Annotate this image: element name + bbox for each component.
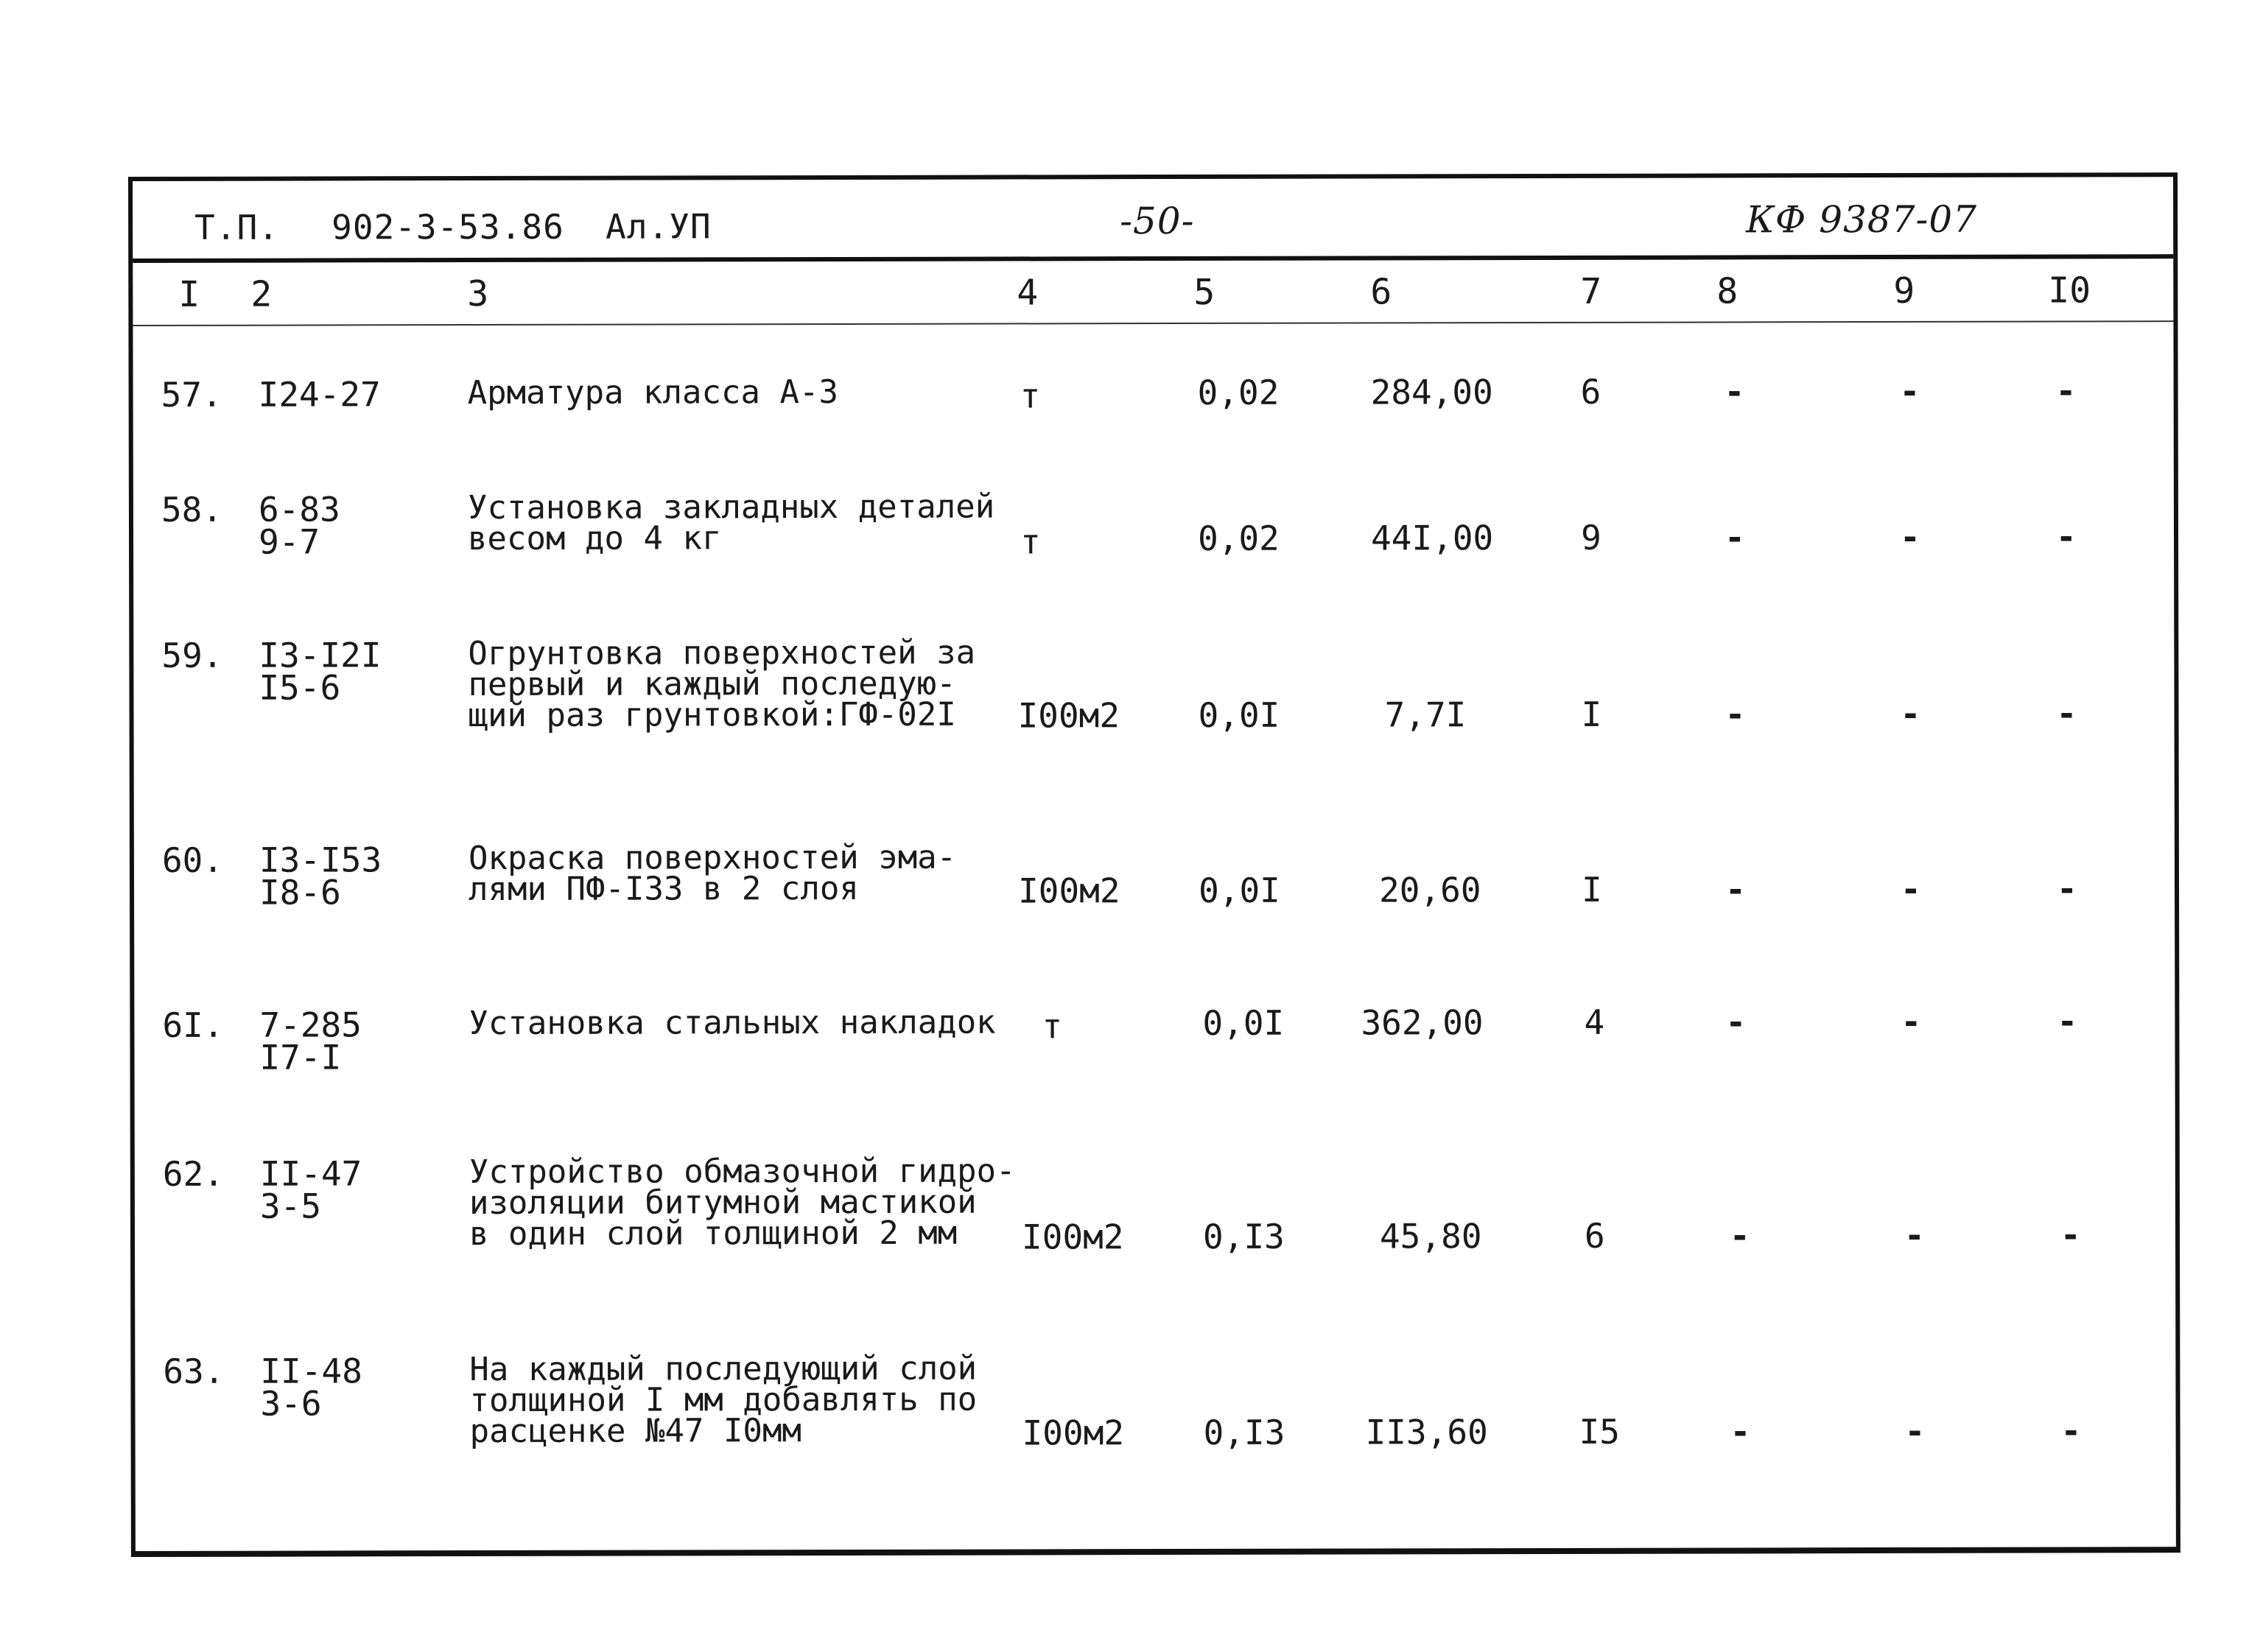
unit: I00м2 [1017, 871, 1120, 911]
column-8-value: - [1725, 1002, 1747, 1042]
rate-code: 6-83 9-7 [258, 489, 340, 562]
unit: т [1020, 376, 1041, 416]
row-number: 62. [162, 1153, 224, 1194]
column-8-value: - [1725, 694, 1746, 734]
row-number: 59. [161, 635, 223, 675]
col-head-2: 2 [250, 273, 273, 315]
quantity: 0,0I [1198, 870, 1280, 910]
quantity: 0,I3 [1203, 1412, 1285, 1452]
quantity: 0,0I [1202, 1002, 1285, 1043]
row-number: 57. [161, 374, 222, 415]
column-10-value: - [2060, 1410, 2082, 1451]
column-9-value: - [1904, 1410, 1926, 1451]
col-head-9: 9 [1893, 270, 1915, 312]
column-9-value: - [1901, 1001, 1922, 1041]
column-10-value: - [2056, 868, 2077, 909]
row-number: 6I. [162, 1005, 224, 1045]
col-head-7: 7 [1580, 270, 1602, 312]
column-10-value: - [2055, 516, 2077, 557]
rate-code: I24-27 [258, 374, 381, 415]
column-7-value: I [1581, 694, 1602, 734]
quantity: 0,0I [1198, 695, 1280, 735]
col-head-4: 4 [1017, 272, 1039, 314]
quantity: 0,02 [1197, 372, 1280, 412]
work-description: На каждый последующий слой толщиной I мм добавлять по расценке №47 I0мм [469, 1349, 978, 1451]
row-number: 63. [163, 1351, 225, 1391]
column-8-value: - [1725, 869, 1746, 910]
column-header-divider [133, 320, 2173, 326]
work-description: Установка стальных накладок [469, 1003, 996, 1043]
column-7-value: 6 [1580, 371, 1601, 412]
work-description: Устройство обмазочной гидро- изоляции битумной мастикой в один слой толщиной 2 мм [469, 1152, 1016, 1254]
column-8-value: - [1724, 517, 1745, 558]
column-7-value: I [1581, 869, 1602, 910]
unit: I00м2 [1022, 1413, 1125, 1453]
quantity: 0,I3 [1202, 1216, 1285, 1256]
column-7-value: 6 [1584, 1215, 1605, 1256]
rate-code: II-47 3-5 [259, 1153, 362, 1226]
column-8-value: - [1730, 1411, 1751, 1452]
unit: т [1020, 521, 1041, 562]
unit: I00м2 [1017, 695, 1120, 736]
title-divider [133, 254, 2173, 263]
estimate-sheet [128, 172, 2180, 1557]
archive-stamp: КФ 9387-07 [1746, 197, 1978, 242]
unit-price: 7,7I [1384, 695, 1467, 735]
work-description: Арматура класса А-3 [467, 373, 838, 412]
col-head-10: I0 [2048, 270, 2091, 312]
rate-code: I3-I2I I5-6 [259, 635, 382, 708]
column-7-value: 4 [1584, 1002, 1605, 1042]
work-description: Огрунтовка поверхностей за первый и каждый последую- щий раз грунтовкой:ГФ-02I [468, 633, 976, 735]
work-description: Окраска поверхностей эма- лями ПФ-I33 в 2 слоя [468, 838, 957, 909]
page-number: -50- [1120, 199, 1195, 243]
col-head-8: 8 [1716, 270, 1739, 312]
doc-number [331, 207, 564, 247]
column-9-value: - [1899, 516, 1920, 557]
column-7-value: 9 [1580, 517, 1601, 558]
col-head-3: 3 [467, 273, 489, 315]
unit-price: 45,80 [1379, 1216, 1482, 1256]
column-7-value: I5 [1579, 1411, 1621, 1452]
doc-prefix: Т.П. [194, 207, 279, 247]
column-10-value: - [2057, 1001, 2078, 1041]
unit-price: II3,60 [1365, 1412, 1488, 1452]
unit-price: 44I,00 [1370, 518, 1494, 558]
col-head-1: I [178, 273, 200, 315]
rate-code: 7-285 I7-I [259, 1005, 362, 1078]
rate-code: II-48 3-6 [260, 1351, 362, 1424]
column-8-value: - [1724, 371, 1745, 412]
unit: I00м2 [1021, 1217, 1124, 1257]
unit: т [1042, 1006, 1063, 1047]
unit-price: 20,60 [1378, 870, 1481, 910]
column-10-value: - [2060, 1215, 2081, 1255]
row-number: 60. [161, 840, 224, 880]
col-head-5: 5 [1193, 271, 1215, 313]
column-10-value: - [2056, 693, 2077, 734]
rate-code: I3-I53 I8-6 [259, 840, 382, 913]
album-label: Ал.УП [606, 206, 712, 247]
doc-number-text: 902-3-53.86 [331, 206, 564, 247]
work-description: Установка закладных деталей весом до 4 кг [467, 488, 995, 558]
row-number: 58. [161, 489, 223, 530]
column-9-value: - [1899, 370, 1920, 411]
column-9-value: - [1904, 1215, 1925, 1255]
column-10-value: - [2055, 370, 2077, 411]
quantity: 0,02 [1197, 518, 1280, 558]
unit-price: 362,00 [1361, 1002, 1484, 1043]
column-8-value: - [1729, 1215, 1750, 1256]
column-9-value: - [1900, 868, 1921, 909]
unit-price: 284,00 [1370, 372, 1493, 412]
col-head-6: 6 [1370, 271, 1392, 313]
column-9-value: - [1900, 693, 1921, 734]
